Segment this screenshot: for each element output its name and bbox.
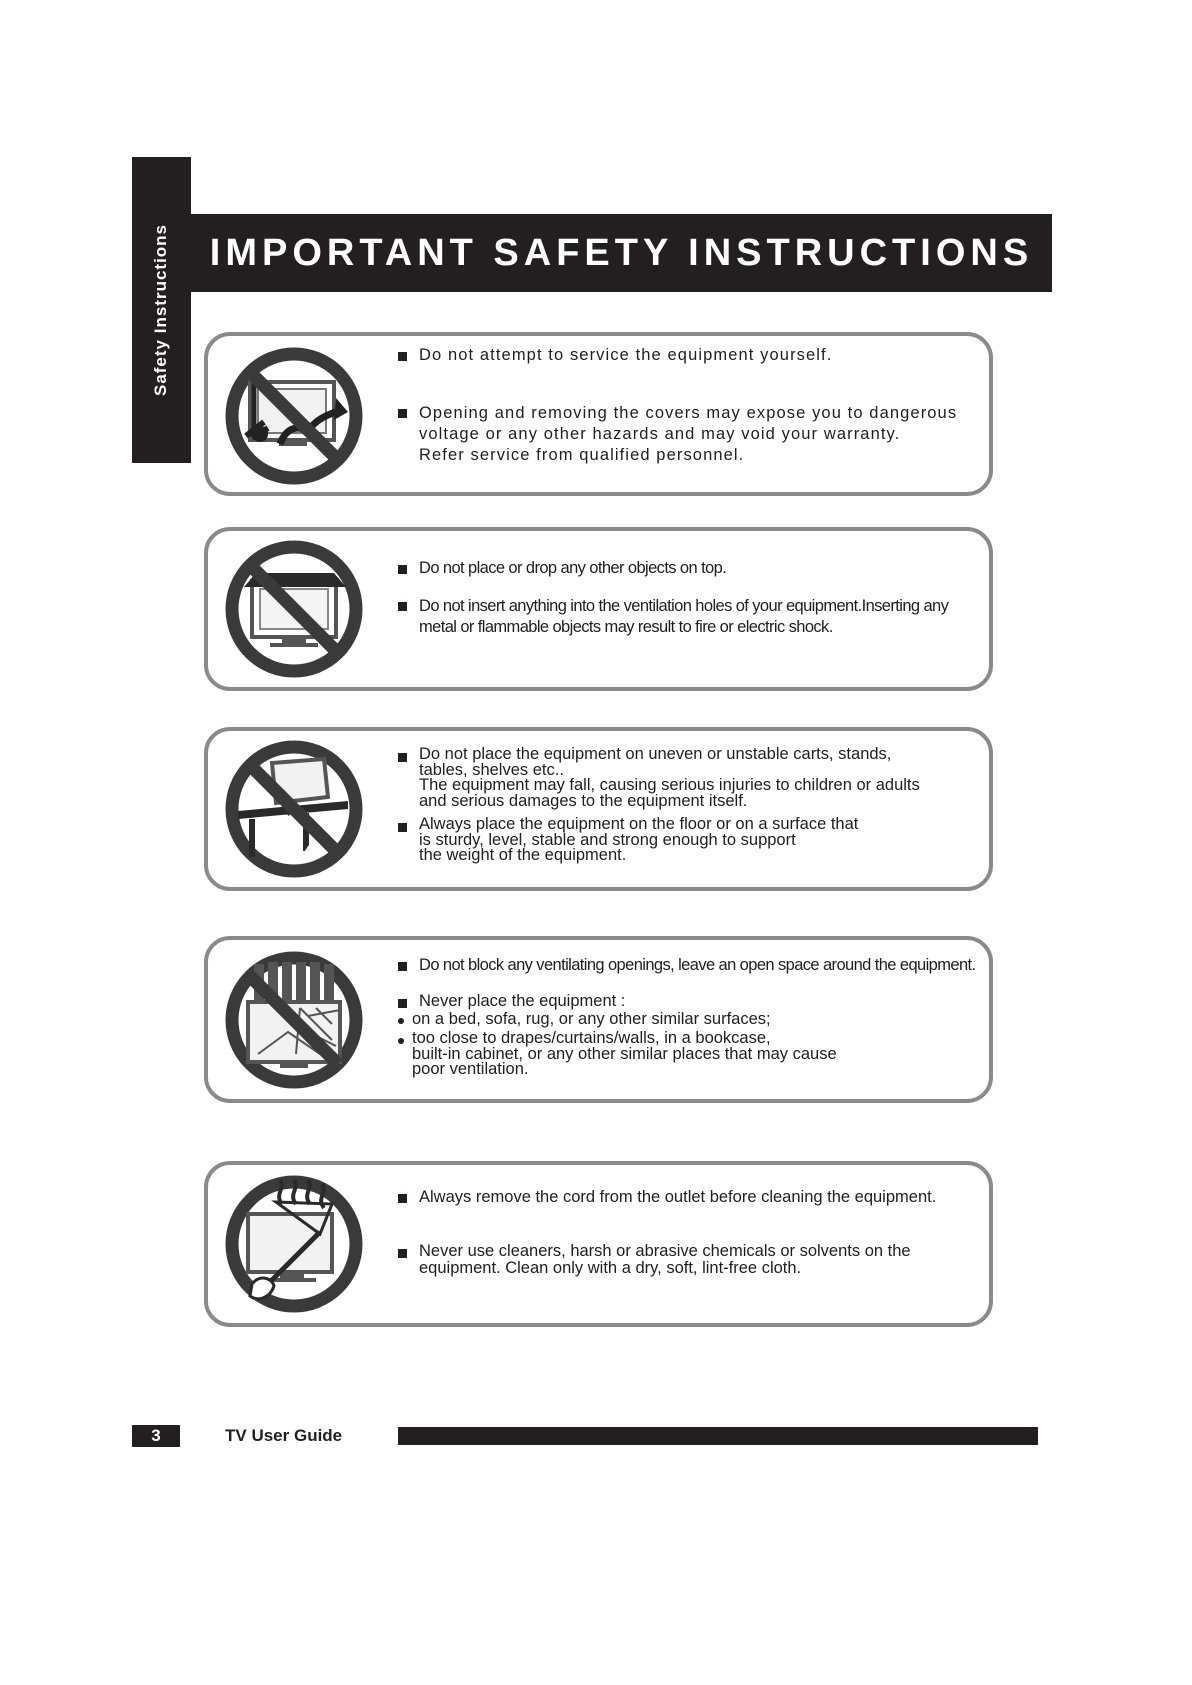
page-title: IMPORTANT SAFETY INSTRUCTIONS (209, 231, 1034, 274)
bullet-item: Do not insert anything into the ventilation holes of your equipment.Inserting any metal or flammable objects may result to fire or electric shock. (398, 596, 979, 638)
no-chemical-cleaner-icon (224, 1174, 364, 1314)
page-number: 3 (132, 1425, 180, 1447)
bullet-item: Do not block any ventilating openings, leave an open space around the equipment. (398, 956, 979, 975)
bullet-item: Opening and removing the covers may expose you to dangerous voltage or any other hazards and may void your warranty. Refer service from qualified personnel. (398, 403, 979, 466)
bullet-item: Do not place or drop any other objects on top. (398, 559, 979, 578)
title-bar (191, 214, 1052, 292)
sub-bullet-item: on a bed, sofa, rug, or any other similar surfaces; (398, 1011, 979, 1028)
side-tab-label: Safety Instructions (151, 223, 170, 397)
sub-bullet-item: too close to drapes/curtains/walls, in a bookcase, built-in cabinet, or any other similar places that may cause poor ventilation. (398, 1031, 979, 1078)
safety-section-4 (204, 936, 993, 1103)
safety-section-1 (204, 332, 993, 496)
safety-section-2 (204, 527, 993, 691)
bullet-item: Never use cleaners, harsh or abrasive chemicals or solvents on the equipment. Clean only with a dry, soft, lint-free cloth. (398, 1243, 979, 1277)
no-self-service-icon (224, 346, 364, 486)
bullet-item: Always remove the cord from the outlet before cleaning the equipment. (398, 1188, 979, 1207)
no-objects-on-top-icon (224, 539, 364, 679)
no-unstable-stand-icon (224, 739, 364, 879)
bullet-item: Always place the equipment on the floor or on a surface that is sturdy, level, stable and strong enough to support the weight of the equipment. (398, 817, 979, 864)
footer-label: TV User Guide (225, 1426, 343, 1445)
safety-section-5 (204, 1161, 993, 1327)
footer-bar (398, 1427, 1038, 1445)
no-blocked-ventilation-icon (224, 950, 364, 1090)
bullet-item: Never place the equipment : (398, 993, 979, 1010)
safety-section-3 (204, 727, 993, 891)
bullet-item: Do not place the equipment on uneven or unstable carts, stands, tables, shelves etc.. The equipment may fall, causing serious injuries to children or adults and serious damages to the equipment itself. (398, 747, 979, 809)
bullet-item: Do not attempt to service the equipment yourself. (398, 346, 979, 365)
